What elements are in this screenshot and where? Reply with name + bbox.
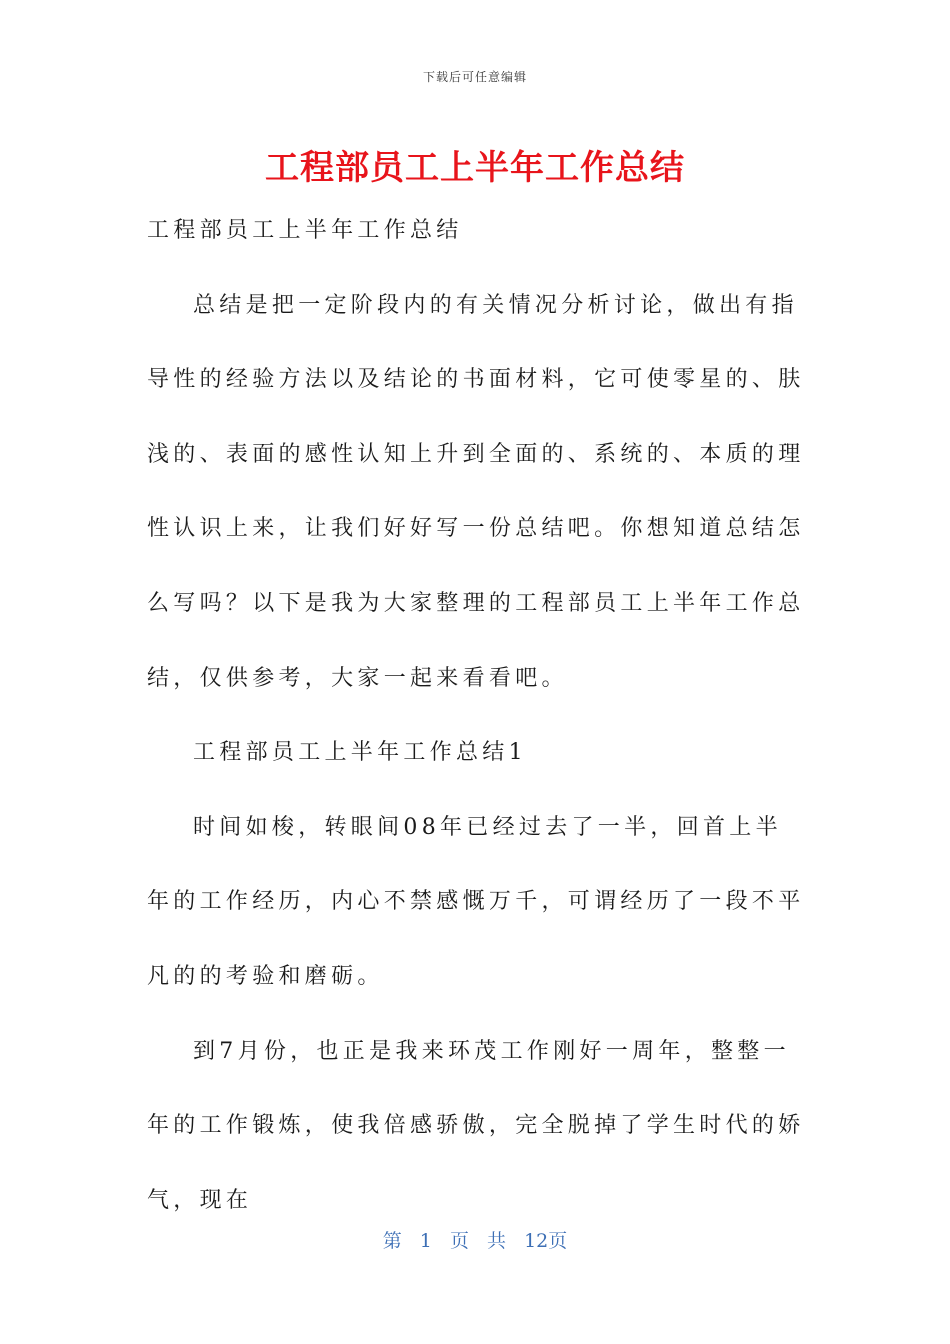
page-footer <box>0 1226 950 1253</box>
footer-total-prefix: 共 <box>487 1230 507 1252</box>
document-title: 工程部员工上半年工作总结 <box>265 148 685 188</box>
body-paragraph: 到7月份，也正是我来环茂工作刚好一周年，整整一年的工作锻炼，使我倍感骄傲，完全脱掉了学生时代的娇气，现在 <box>147 1038 805 1213</box>
document-body <box>147 194 807 1238</box>
footer-current-page: 1 <box>419 1230 432 1252</box>
footer-prefix: 第 <box>382 1230 402 1252</box>
intro-paragraph: 总结是把一定阶段内的有关情况分析讨论，做出有指导性的经验方法以及结论的书面材料，它可使零星的、肤浅的、表面的感性认知上升到全面的、系统的、本质的理性认识上来，让我们好好写一份总结吧。你想知道总结怎么写吗？以下是我为大家整理的工程部员工上半年工作总结，仅供参考，大家一起来看看吧。 <box>147 292 805 691</box>
subtitle-paragraph: 工程部员工上半年工作总结 <box>147 218 463 243</box>
header-note: 下载后可任意编辑 <box>422 70 527 84</box>
footer-page-word: 页 <box>449 1230 469 1252</box>
section-heading: 工程部员工上半年工作总结1 <box>193 740 527 766</box>
footer-total-pages: 12页 <box>524 1230 568 1252</box>
body-paragraph: 时间如梭，转眼间08年已经过去了一半，回首上半年的工作经历，内心不禁感慨万千，可谓经历了一段不平凡的的考验和磨砺。 <box>147 814 805 989</box>
